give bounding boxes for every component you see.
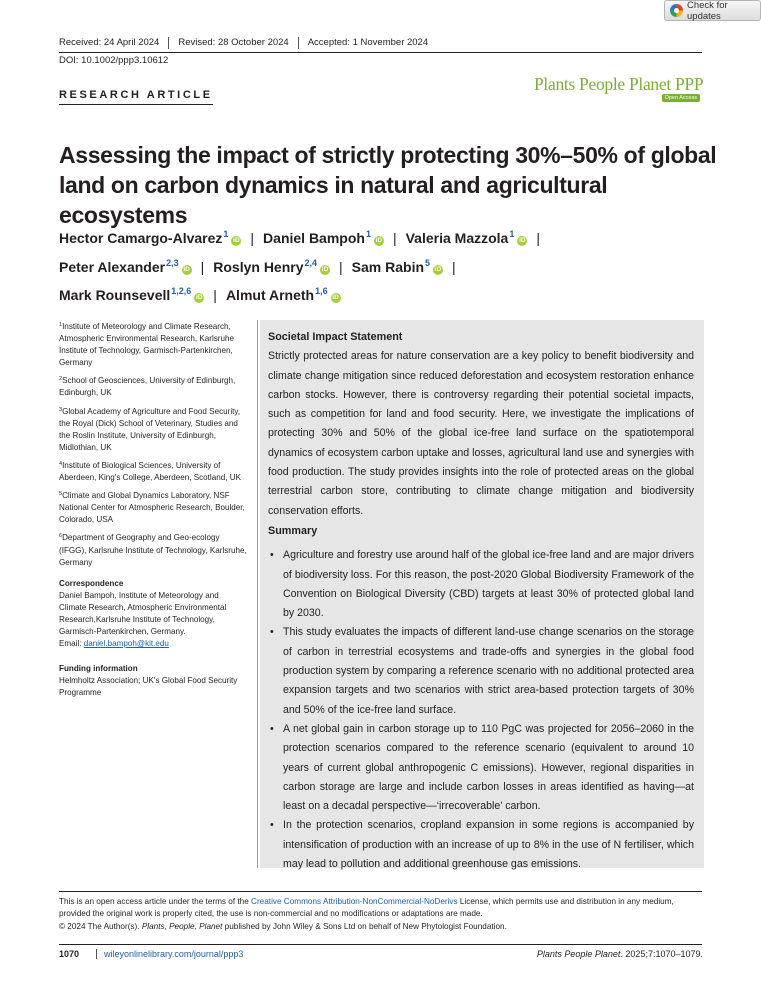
summary-bullet: • Agriculture and forestry use around half of the global ice-free land and are major drivers of biodiversity loss. For this reason, the post-2020 Global Biodiversity Framework of the Convention on Biological Diversity (CBD) targets at least 30% of protected global land by 2030.: [268, 546, 694, 623]
correspondence-heading: Correspondence: [59, 578, 124, 588]
revised-date: Revised: 28 October 2024: [168, 37, 297, 49]
author-separator: |: [392, 230, 397, 246]
author-separator: |: [536, 230, 540, 246]
author[interactable]: Mark Rounsevell$^{1,2,6}$iD: [59, 286, 203, 303]
author[interactable]: Sam Rabin$^5$iD: [351, 257, 442, 275]
author-separator: |: [213, 287, 217, 303]
summary-heading: Summary: [268, 524, 318, 537]
summary-bullet: • This study evaluates the impacts of different land-use change scenarios on the storage of carbon in terrestrial ecosystems and trade-offs and synergies in the global food production system by comparing a reference scenario with no additional protected area expansion targets and two scenarios with strict area-based protection targets of 30% and 50% of the ice-free land surface.: [268, 623, 694, 719]
author-list: [59, 222, 709, 308]
journal-logo[interactable]: [534, 74, 702, 104]
affiliation: $^2$School of Geosciences, University of Edinburgh, Edinburgh, UK: [59, 376, 236, 398]
license-link[interactable]: Creative Commons Attribution-NonCommercial-NoDerivs: [251, 897, 458, 906]
affiliation: $^4$Institute of Biological Sciences, University of Aberdeen, King's College, Aberdeen, Scotland, UK: [59, 460, 241, 483]
affiliation: $^3$Global Academy of Agriculture and Food Security, the Royal (Dick) School of Veterinary, Studies and the Roslin Institute, University of Edinburgh, Midlothian, UK: [59, 406, 241, 452]
affiliation: $^5$Climate and Global Dynamics Laboratory, NSF National Center for Atmospheric Research, Boulder, Colorado, USA: [59, 491, 245, 525]
correspondence-text: Daniel Bampoh, Institute of Meteorology and Climate Research, Atmospheric Environmental Research,Karlsruhe Institute of Technology, Garmisch-Partenkirchen, Germany.: [59, 590, 227, 637]
journal-url-link[interactable]: wileyonlinelibrary.com/journal/ppp3: [96, 949, 243, 959]
open-access-badge: Open Access: [662, 94, 700, 102]
affiliation: $^6$Department of Geography and Geo-ecology (IFGG), Karlsruhe Institute of Technology, Karlsruhe, Germany: [59, 533, 247, 567]
journal-logo-text: Plants People Planet PPP: [534, 74, 704, 94]
author[interactable]: Hector Camargo-Alvarez$^1$iD: [59, 229, 240, 246]
orcid-icon[interactable]: iD: [196, 294, 203, 301]
author[interactable]: Almut Arneth$^{1,6}$iD: [225, 286, 339, 303]
orcid-icon[interactable]: iD: [375, 237, 383, 244]
author-separator: |: [339, 258, 343, 275]
column-divider: [257, 320, 258, 868]
article-type: RESEARCH ARTICLE: [59, 89, 213, 105]
check-for-updates-label: Check for updates: [687, 0, 728, 22]
impact-statement-text: Strictly protected areas for nature conservation are a key policy to benefit biodiversity and climate change mitigation since reduced deforestation and ecosystem restoration enhance carbon stocks. However, there is controversy regarding their potential societal impacts, such as competition for land and food security. Here, we investigate the implications of protecting 30% and 50% of the global ice-free land surface on the spatiotemporal dynamics of ecosystem carbon uptake and losses, agricultural land use and synergies with food production. The study provides insights into the role of protected areas on the global terrestrial carbon store, contributing to climate change mitigation and biodiversity conservation efforts.: [268, 350, 694, 517]
summary-bullet: • A net global gain in carbon storage up to 110 PgC was projected for 2056–2060 in the protection scenarios compared to the reference scenario (equivalent to around 10 years of current global anthropogenic C emissions). However, regional disparities in carbon storage are large and include carbon losses in areas identified as having—at least on a decadal perspective—‘irrecoverable’ carbon.: [268, 720, 694, 816]
abstract-box: [260, 320, 704, 871]
author-separator: |: [250, 230, 255, 246]
orcid-icon[interactable]: iD: [434, 265, 442, 273]
header-rule: [59, 52, 702, 53]
funding-text: Helmholtz Association; UK's Global Food Security Programme: [59, 676, 238, 698]
footer-rule: [59, 891, 702, 892]
received-date: Received: 24 April 2024: [59, 37, 160, 48]
correspondence-email-line: Email: daniel.bampoh@kit.edu: [59, 639, 169, 649]
impact-statement-heading: Societal Impact Statement: [268, 331, 403, 343]
citation: Plants People Planet. 2025;7:1070–1079.: [536, 949, 703, 959]
orcid-icon[interactable]: iD: [321, 265, 329, 273]
author-separator: |: [200, 258, 205, 275]
accepted-date: Accepted: 1 November 2024: [298, 37, 437, 49]
orcid-icon[interactable]: iD: [183, 265, 190, 273]
funding-heading: Funding information: [59, 664, 138, 674]
check-for-updates-button[interactable]: [664, 0, 761, 21]
license-text: This is an open access article under the terms of the Creative Commons Attribution-NonCommercial-NoDerivs License, which permits use and distribution in any medium, provided the original work is properly cited, the use is non-commercial and no modifications or adaptations are made.: [59, 897, 674, 919]
page-number: 1070: [59, 949, 80, 959]
affiliations: [59, 319, 247, 700]
orcid-icon[interactable]: iD: [519, 237, 526, 244]
author[interactable]: Daniel Bampoh$^1$iD: [263, 229, 383, 246]
affiliation: $^1$Institute of Meteorology and Climate Research, Atmospheric Environmental Research, Karlsruhe Institute of Technology, Garmisch-Partenkirchen, Germany: [59, 322, 234, 368]
article-dates: [59, 37, 437, 49]
bottom-rule: [59, 944, 702, 945]
orcid-icon[interactable]: iD: [332, 294, 339, 301]
summary-list: [268, 546, 694, 874]
author[interactable]: Valeria Mazzola$^1$iD: [405, 229, 526, 246]
copyright-text: © 2024 The Author(s). Plants, People, Planet published by John Wiley & Sons Ltd on behalf of New Phytologist Foundation.: [59, 922, 507, 931]
author-separator: |: [452, 258, 456, 275]
author[interactable]: Roslyn Henry$^{2,4}$iD: [213, 257, 329, 275]
email-link[interactable]: daniel.bampoh@kit.edu: [83, 639, 169, 649]
doi[interactable]: DOI: 10.1002/ppp3.10612: [59, 55, 169, 66]
crossmark-icon: [670, 4, 683, 17]
summary-bullet: • In the protection scenarios, cropland expansion in some regions is accompanied by intensification of production with an increase of up to 8% in the use of N fertiliser, which may lead to pollution and additional greenhouse gas emissions.: [268, 816, 694, 874]
author[interactable]: Peter Alexander$^{2,3}$iD: [59, 257, 190, 275]
article-title: Assessing the impact of strictly protecting 30%–50% of global land on carbon dynamics in natural and agricultural ecosystems: [59, 142, 717, 228]
orcid-icon[interactable]: iD: [233, 237, 240, 244]
